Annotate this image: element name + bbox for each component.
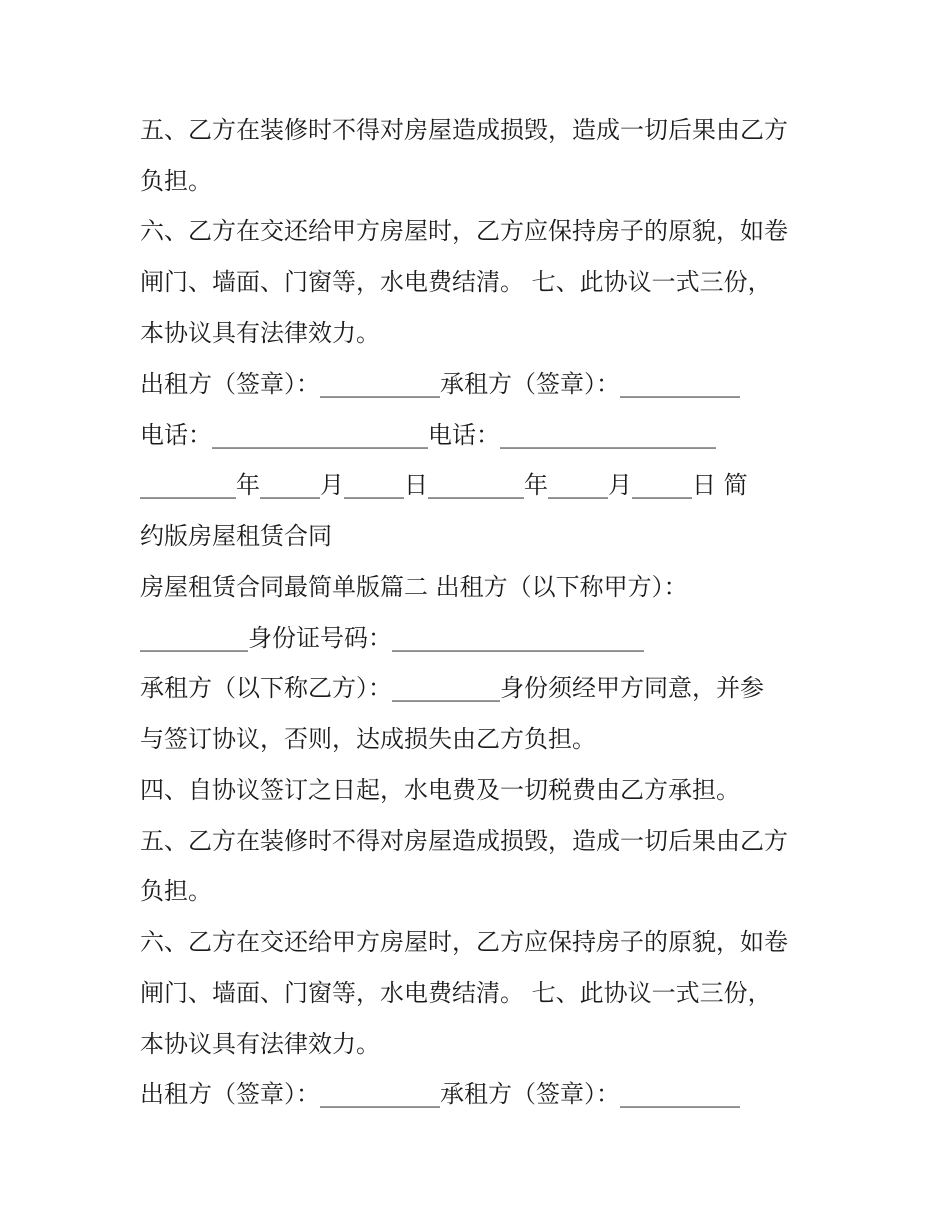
text-line: 负担。: [140, 167, 212, 195]
id-number-line: _________身份证号码：_____________________: [140, 624, 644, 652]
text-line: 闸门、墙面、门窗等，水电费结清。 七、此协议一式三份，: [140, 268, 772, 296]
section-title-line: 约版房屋租赁合同: [140, 522, 332, 550]
text-line: 本协议具有法律效力。: [140, 1030, 380, 1058]
date-line: ________年_____月_____日________年_____月_____日 简: [140, 471, 748, 499]
text-line: 与签订协议，否则，达成损失由乙方负担。: [140, 725, 596, 753]
text-line: 四、自协议签订之日起，水电费及一切税费由乙方承担。: [140, 776, 740, 804]
text-line: 五、乙方在装修时不得对房屋造成损毁，造成一切后果由乙方: [140, 116, 788, 144]
phone-line: 电话：__________________电话：__________________: [140, 421, 716, 449]
signature-line: 出租方（签章）：__________承租方（签章）：__________: [140, 1080, 740, 1108]
text-line: 本协议具有法律效力。: [140, 319, 380, 347]
text-line: 负担。: [140, 877, 212, 905]
text-line: 闸门、墙面、门窗等，水电费结清。 七、此协议一式三份，: [140, 979, 772, 1007]
text-line: 六、乙方在交还给甲方房屋时，乙方应保持房子的原貌，如卷: [140, 928, 788, 956]
text-line: 承租方（以下称乙方）：_________身份须经甲方同意，并参: [140, 674, 764, 702]
text-line: 房屋租赁合同最简单版篇二 出租方（以下称甲方）：: [140, 573, 688, 601]
text-line: 五、乙方在装修时不得对房屋造成损毁，造成一切后果由乙方: [140, 827, 788, 855]
signature-line: 出租方（签章）：__________承租方（签章）：__________: [140, 370, 740, 398]
text-line: 六、乙方在交还给甲方房屋时，乙方应保持房子的原貌，如卷: [140, 217, 788, 245]
